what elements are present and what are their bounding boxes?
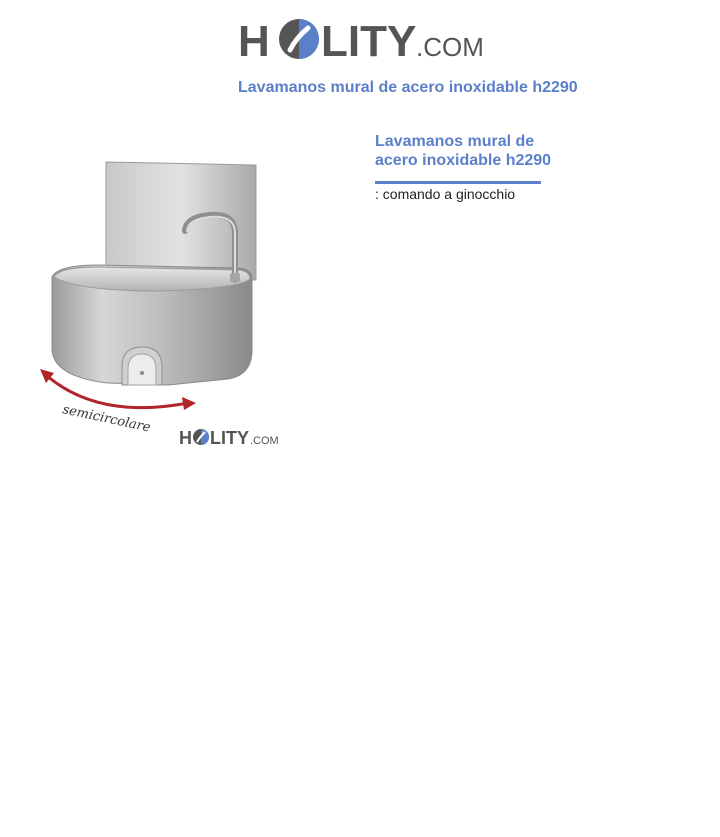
product-title [375,132,575,170]
image-watermark-logo [179,428,279,448]
holity-logo[interactable] [238,12,484,66]
logo-text-h: H [238,17,270,66]
page-title: Lavamanos mural de acero inoxidable h2290 [238,79,578,96]
image-caption: semicircolare [61,402,152,436]
svg-text:LITY: LITY [210,428,249,448]
product-feature: : comando a ginocchio [375,186,516,202]
title-divider [375,181,541,184]
product-image [38,155,283,450]
knee-control-icon [122,347,162,385]
product-title-line-2: acero inoxidable h2290 [375,152,552,169]
logo-text-lity: LITY [321,17,417,66]
logo-text-com: .COM [416,32,484,62]
svg-text:H: H [179,428,192,448]
product-title-line-1: Lavamanos mural de [375,133,535,150]
holity-o-mark-icon [279,19,319,59]
svg-text:.COM: .COM [250,435,279,447]
